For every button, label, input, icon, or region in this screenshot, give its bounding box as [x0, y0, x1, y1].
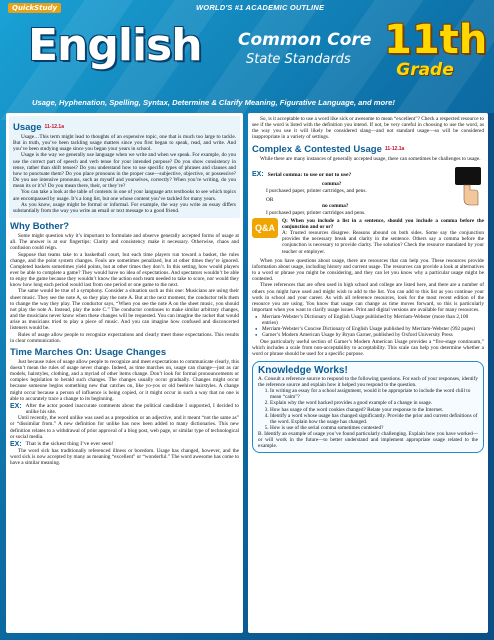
- ex-question: Serial comma: to use or not to use?: [267, 171, 352, 178]
- usage-para: Usage is the way we generally use language when we write and when we speak. For example, do you use the correct part of speech and verb tense for your intended purpose? Do you show consistency in tense, rather than shift tenses? Do you understand how to use specific types of phrases and clauses and how to punctuate them? Do you place pronouns in the proper case—subjective, objective, or possessive? Do you use intensive pronouns, such as myself and yourselves, correctly? When you’re writing, do you mean its or it’s? Do you mean there, their, or they’re?: [13, 152, 236, 190]
- time-marches-para: The word sick has traditionally referenced illness or boredom. Usage has changed, however, and the word sick is now accepted by many as meaning “excellent” or “wonderful.” The word awesome has come to have a similar meaning.: [10, 447, 239, 467]
- serial-comma-example: [252, 163, 484, 216]
- grade-number: 11th: [384, 17, 488, 63]
- resources-para: When you have questions about usage, there are resources that can help you. These resources provide information about usage, including history and current usage. The resources can provide a look at alternatives to a word or phrase you might be considering, and they can let you know why a particular usage might be contested.: [252, 257, 484, 283]
- usage-section: [9, 116, 240, 218]
- knowledge-item: 5. How is use of the serial comma sometimes contested?: [270, 425, 478, 431]
- complex-heading-text: Complex & Contested Usage: [252, 143, 382, 155]
- qa-icon: Q&A: [252, 218, 278, 238]
- qa-box: [252, 218, 484, 255]
- brand-logo: QuickStudy: [8, 3, 61, 13]
- usage-para: Usage…This term might lead to thoughts of an expensive topic, one that is much too large to tackle. But in truth, you’ve been tackling usage matters since you first began to speak, read, and write. And you’ve been studying usage since you began your years in school.: [13, 134, 236, 153]
- knowledge-list: [270, 388, 478, 431]
- knowledge-item: 4. Identify a word whose usage has changed significantly. Provide the prior and current definitions of the word. Explain how the usage has changed.: [270, 413, 478, 425]
- grade-word: Grade: [396, 60, 454, 80]
- state-standards-label: State Standards: [246, 52, 351, 67]
- why-bother-para: Suppose that teams take to a basketball court, but each time players run toward a basket, the rules change, and the point system changes. Fouls are sometimes penalized, but at other times they’re ignored. Completed baskets sometimes yield points, but at other times they don’t. In this setting, how would players ever be able to complete a game? They would have no idea of expectations. And spectators wouldn’t be able to enjoy the game because they wouldn’t know the action each team needed to take to score, nor would they know how long each period would last from one period or one game to the next.: [10, 251, 239, 289]
- reference-item: ● Merriam-Webster’s Dictionary of English Usage published by Merriam-Webster (more than 2,100 entries): [262, 314, 484, 326]
- why-bother-heading: Why Bother?: [10, 221, 70, 233]
- no-comma-label: no comma?: [322, 202, 349, 209]
- common-core-label: Common Core: [238, 30, 372, 50]
- why-bother-para: Some might question why it’s important to formulate and observe generally accepted forms of usage at all. The answer is at our fingertips: Clarity and consistency make it necessary. Otherwise, chaos and confusion could reign.: [10, 233, 239, 252]
- complex-standard: 11-12.1a: [384, 146, 405, 153]
- knowledge-item: 3. How has usage of the word cookies changed? Relate your response to the Internet.: [270, 407, 478, 413]
- ex-text: After the actor posted inaccurate comments about the political candidate I supported, I decided to unlike his site.: [25, 402, 239, 416]
- page-title: English: [28, 20, 202, 71]
- time-marches-para: Until recently, the word unlike was used as a preposition or an adjective, and it meant “not the same as” or “dissimilar from.” A new definition for unlike has now been added to many dictionaries. This new definition relates to a withdrawal of prior approval of a blog post, web page, or similar type of technological or social media.: [10, 415, 239, 440]
- usage-heading: [13, 122, 236, 133]
- knowledge-works-box: [252, 361, 484, 453]
- hand-touch-icon: [452, 165, 484, 209]
- comma-label: comma?: [322, 180, 342, 187]
- left-column: [6, 113, 243, 633]
- or-label: OR: [266, 196, 274, 203]
- knowledge-item: 2. Explain why the word hacked provides a good example of a change in usage.: [270, 400, 478, 406]
- tagline: WORLD'S #1 ACADEMIC OUTLINE: [196, 3, 325, 12]
- knowledge-b: B. Identify an example of usage you’ve found particularly challenging. Explain how you have worked—or will work in the future—to better understand and implement appropriate usage related to the example.: [258, 430, 478, 450]
- right-edge-strip: [488, 113, 494, 633]
- example-line-1: I purchased paper, printer cartridges, and pens.: [266, 187, 367, 194]
- reference-item: ● Garner’s Modern American Usage by Bryan Garner, published by Oxford University Press: [262, 332, 484, 338]
- usage-standard: 11-12.1a: [44, 124, 64, 131]
- ex-label: EX:: [10, 440, 22, 448]
- complex-heading: [252, 144, 488, 155]
- ex-label: EX:: [10, 402, 22, 410]
- example-1: [10, 403, 239, 415]
- knowledge-item: 1. In writing an essay for a school assignment, would it be appropriate to include the word chill to mean “calm”?: [270, 388, 478, 400]
- subtitle: Usage, Hyphenation, Spelling, Syntax, Determine & Clarify Meaning, Figurative Language, and more!: [32, 98, 395, 107]
- qa-question: Q: When you include a list in a sentence, should you include a comma before the conjunction and or or?: [282, 217, 484, 230]
- ex-label: EX:: [252, 170, 264, 178]
- knowledge-heading: Knowledge Works!: [258, 364, 348, 376]
- time-marches-heading: Time Marches On: Usage Changes: [10, 346, 167, 358]
- time-marches-para: Just because rules of usage allow people to recognize and meet expectations to communicate clearly, this doesn’t mean the rules of usage never change. Indeed, as time marches on, usage can change—just as car models, hairstyles, clothing, and a myriad of other items change. Don’t look for formal pronouncements or complex legislation to herald such changes. The changes usually occur gradually. Changes might occur because someone begins something new that catches on, like yo-yos or old beehive hairstyles. A change might occur because a person of influence is being copied, or it might occur in such a way that no one is able to accurately trace a change to its beginning.: [10, 358, 239, 402]
- example-2: [10, 441, 239, 448]
- right-column: [248, 113, 488, 633]
- example-line-2: I purchased paper, printer cartridges and pens.: [266, 209, 366, 216]
- grade-badge: [384, 17, 488, 92]
- intro-para: So, is it acceptable to use a word like sick or awesome to mean “excellent”? Check a respected resource to see if the word is listed with the definition you intend. If not, be very careful in choosing to use the word, as the way you use it will likely be considered slang—and not standard usage—so will be considered inappropriate in a variety of settings.: [252, 116, 484, 141]
- usage-para: As you know, usage might be formal or informal. For example, the way you write an essay differs substantially from the way you write an email or text message to a good friend.: [13, 201, 236, 214]
- reference-list: [262, 314, 484, 338]
- qa-answer: A: Trusted resources disagree. Reasons abound on both sides. Some say the conjunction provides the necessary break and clarity in the sentence. Others say a comma before the conjunction is necessary to provide clarity. The solution? Check the resource mandated by your teacher or employer.: [282, 230, 484, 255]
- why-bother-para: Rules of usage allow people to recognize expectations and clearly meet those expectations. This results in clear communication.: [10, 331, 239, 344]
- resources-para: Three references that are often used in high school and college are listed here, and there are a number of others you might have used and might wish to add to the list. You can add to this list as you continue your work in school and your career. As with all reference resources, look for the most recent edition of the resource you are using. You know that usage can change as time moves forward, so this is particularly important when you want to clarify usage issues. Print and digital versions are available for many resources.: [252, 282, 484, 313]
- ex-text: That is the sickest thing I’ve ever seen!: [25, 440, 114, 447]
- knowledge-a: A. Consult a reference source to respond to the following questions. For each of your responses, identify the reference source and explain how it helped you respond to the question.: [258, 375, 478, 389]
- complex-intro: While there are many instances of generally accepted usage, there can sometimes be challenges to usage.: [260, 155, 481, 162]
- garner-para: One particularly useful section of Garner’s Modern American Usage provides a “five-stage continuum,” which includes a scale from non-acceptability to acceptability. This scale can help you determine whether a word or phrase should be used for a specific purpose.: [252, 338, 484, 357]
- usage-para: You can take a look at the table of contents in one of your language arts textbooks to see which topics are encompassed by usage. It’s a long list, but one whose content you’ve tackled for many years.: [13, 189, 236, 202]
- reference-item: ● Merriam-Webster’s Concise Dictionary of English Usage published by Merriam-Webster (992 pages): [262, 326, 484, 332]
- why-bother-para: The same would be true of a symphony. Consider a situation such as this one: Musicians are using their sheet music. They see the note A, so they play the note A. But at the next moment, the conductor tells them to change the way they play. The conductor says, “When you see the note A on the sheet music, you should not play the note A. Instead, play the note C.” The conductor continues to make similar arbitrary changes, and the musicians never know when these changes will be requested. You can imagine the racket that would arise as musicians tried to play a piece of music. And you can imagine how confused and disconcerted listeners would be.: [10, 288, 239, 332]
- usage-heading-text: Usage: [13, 122, 42, 133]
